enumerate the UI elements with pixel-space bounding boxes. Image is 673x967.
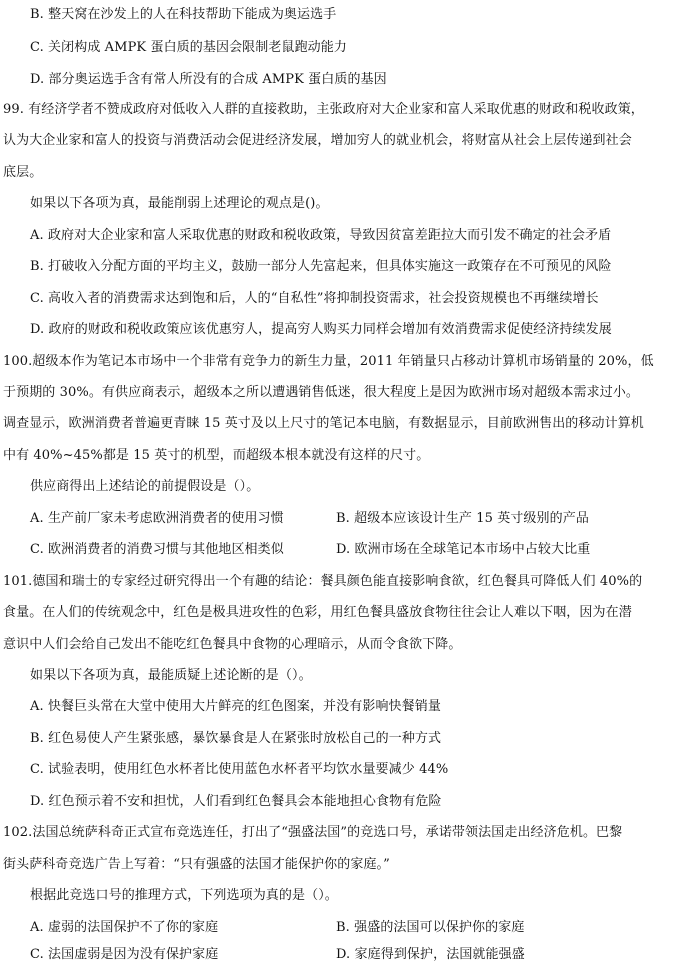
- q99-option-a: A. 政府对大企业家和富人采取优惠的财政和税收政策，导致因贫富差距拉大而引发不确定的社会矛盾: [30, 228, 612, 243]
- q100-question: 供应商得出上述结论的前提假设是（）。: [30, 479, 260, 494]
- q102-option-c: C. 法国虚弱是因为没有保护家庭: [30, 947, 219, 962]
- q100-stem-line-3: 调查显示，欧洲消费者普遍更青睐 15 英寸及以上尺寸的笔记本电脑，有数据显示，目前欧洲售出的移动计算机: [3, 416, 644, 431]
- q100-option-d: D. 欧洲市场在全球笔记本市场中占较大比重: [336, 542, 591, 557]
- q98-option-c: C. 关闭构成 AMPK 蛋白质的基因会限制老鼠跑动能力: [30, 40, 347, 55]
- q101-stem-line-1: 101.德国和瑞士的专家经过研究得出一个有趣的结论：餐具颜色能直接影响食欲，红色餐具可降低人们 40%的: [3, 574, 643, 589]
- q98-option-b: B. 整天窝在沙发上的人在科技帮助下能成为奥运选手: [30, 7, 337, 22]
- q99-option-c: C. 高收入者的消费需求达到饱和后，人的“自私性”将抑制投资需求，社会投资规模也不再继续增长: [30, 291, 599, 306]
- q100-option-a: A. 生产前厂家未考虑欧洲消费者的使用习惯: [30, 511, 284, 526]
- q101-option-b: B. 红色易使人产生紧张感，暴饮暴食是人在紧张时放松自己的一种方式: [30, 731, 442, 746]
- q101-option-a: A. 快餐巨头常在大堂中使用大片鲜亮的红色图案，并没有影响快餐销量: [30, 699, 441, 714]
- q100-stem-line-2: 于预期的 30%。有供应商表示，超级本之所以遭遇销售低迷，很大程度上是因为欧洲市场对超级本需求过小。: [3, 385, 640, 400]
- q102-question: 根据此竞选口号的推理方式，下列选项为真的是（）。: [30, 888, 338, 903]
- q99-question: 如果以下各项为真，最能削弱上述理论的观点是()。: [30, 196, 329, 211]
- q99-stem-line-1: 99. 有经济学者不赞成政府对低收入人群的直接救助，主张政府对大企业家和富人采取优惠的财政和税收政策，: [3, 102, 644, 117]
- q101-question: 如果以下各项为真，最能质疑上述论断的是（）。: [30, 668, 312, 683]
- q102-option-b: B. 强盛的法国可以保护你的家庭: [336, 920, 525, 935]
- q99-stem-line-2: 认为大企业家和富人的投资与消费活动会促进经济发展，增加穷人的就业机会，将财富从社会上层传递到社会: [3, 133, 632, 148]
- q98-option-d: D. 部分奥运选手含有常人所没有的合成 AMPK 蛋白质的基因: [30, 72, 387, 87]
- q102-stem-line-2: 街头萨科奇竞选广告上写着：“只有强盛的法国才能保护你的家庭。”: [3, 857, 390, 872]
- q99-stem-line-3: 底层。: [3, 165, 43, 180]
- q100-option-b: B. 超级本应该设计生产 15 英寸级别的产品: [336, 511, 589, 526]
- q100-stem-line-1: 100.超级本作为笔记本市场中一个非常有竞争力的新生力量，2011 年销量只占移动计算机市场销量的 20%，低: [3, 354, 654, 369]
- q100-option-c: C. 欧洲消费者的消费习惯与其他地区相类似: [30, 542, 284, 557]
- q102-option-d: D. 家庭得到保护，法国就能强盛: [336, 947, 525, 962]
- q101-stem-line-2: 食量。在人们的传统观念中，红色是极具进攻性的色彩，用红色餐具盛放食物往往会让人难以下咽，因为在潜: [3, 605, 632, 620]
- q99-option-d: D. 政府的财政和税收政策应该优惠穷人，提高穷人购买力同样会增加有效消费需求促使经济持续发展: [30, 322, 612, 337]
- q102-stem-line-1: 102.法国总统萨科奇正式宣布竞选连任，打出了“强盛法国”的竞选口号，承诺带领法国走出经济危机。巴黎: [3, 825, 623, 840]
- q101-option-d: D. 红色预示着不安和担忧，人们看到红色餐具会本能地担心食物有危险: [30, 794, 442, 809]
- q100-stem-line-4: 中有 40%~45%都是 15 英寸的机型，而超级本根本就没有这样的尺寸。: [3, 448, 430, 463]
- q101-stem-line-3: 意识中人们会给自己发出不能吃红色餐具中食物的心理暗示，从而令食欲下降。: [3, 637, 462, 652]
- q101-option-c: C. 试验表明，使用红色水杯者比使用蓝色水杯者平均饮水量要减少 44%: [30, 762, 449, 777]
- q102-option-a: A. 虚弱的法国保护不了你的家庭: [30, 920, 219, 935]
- q99-option-b: B. 打破收入分配方面的平均主义，鼓励一部分人先富起来，但具体实施这一政策存在不可预见的风险: [30, 259, 612, 274]
